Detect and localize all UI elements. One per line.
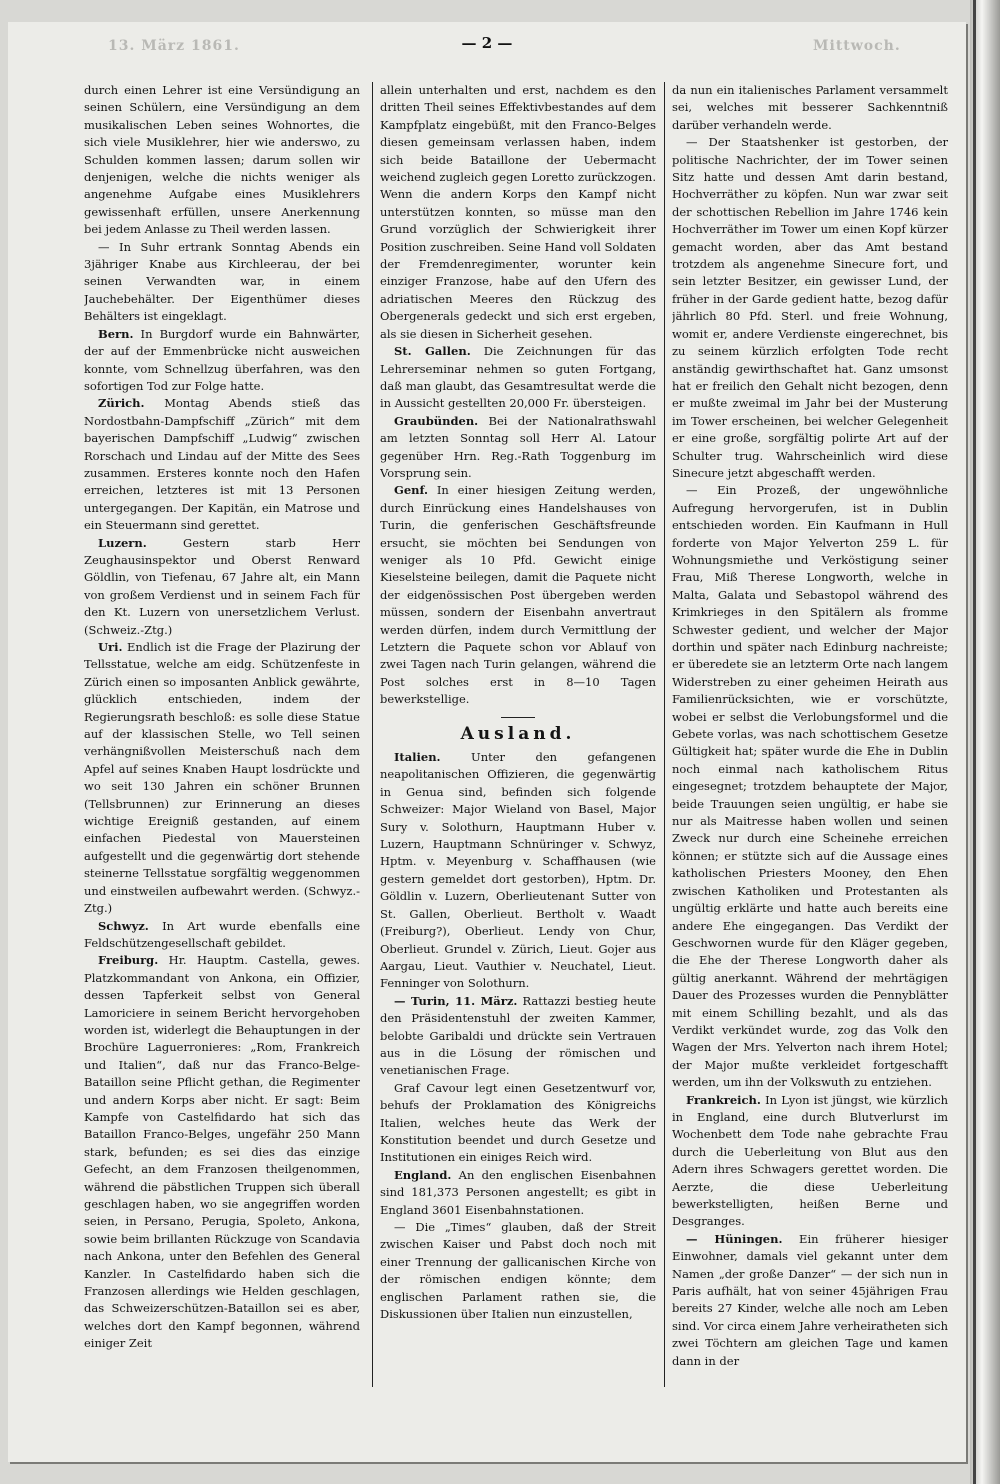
article-text: Hr. Hauptm. Castella, gewes. Platzkommandant von Ankona, ein Offizier, dessen Tapferkeit selbst von General Lamoriciere in seinem Bericht hervorgehoben worden ist, widerlegt die Behauptungen in der Brochüre Laguerronieres: „Rom, Frankreich und Italien“, daß nur das Franco-Belge-Bataillon seine Pflicht gethan, die Regimenter und andern Korps aber nicht. Er sagt: Beim Kampfe von Castelfidardo hat sich das Bataillon Franco-Belges, ungefähr 250 Mann stark, befunden; es sei dies das einzige Gefecht, an dem Franzosen theilgenommen, während die päbstlichen Truppen sich überall geschlagen haben, wo sie angegriffen worden seien, in Persano, Perugia, Spoleto, Ankona, sowie beim brillanten Rückzuge von Scandavia nach Ankona, unter den Befehlen des General Kanzler. In Castelfidardo haben sich die Franzosen allerdings wie Helden geschlagen, das Schweizerschützen-Bataillon sei es aber, welches dort den Kampf begonnen, während einiger Zeit [84, 953, 360, 1351]
dateline: — Turin, 11. März. [394, 993, 518, 1008]
article-paragraph [380, 1167, 656, 1219]
dateline: St. Gallen. [394, 344, 471, 359]
article-paragraph: — In Suhr ertrank Sonntag Abends ein 3jähriger Knabe aus Kirchleerau, der bei seinen Verwandten war, in einem Jauchebehälter. Der Eigenthümer dieses Behälters ist eingeklagt. [84, 239, 360, 324]
dateline: — Hüningen. [686, 1231, 783, 1246]
column-rule-2 [664, 82, 665, 1387]
column-rule-1 [372, 82, 373, 1387]
article-paragraph [380, 343, 656, 413]
article-paragraph [84, 326, 360, 396]
article-text: Rattazzi bestieg heute den Präsidentenstuhl der zweiten Kammer, belobte Garibaldi und drückte sein Vertrauen aus in die Lösung der römischen und venetianischen Frage. [380, 993, 656, 1078]
article-text: In einer hiesigen Zeitung werden, durch Einrückung eines Handelshauses von Turin, die genferischen Geschäftsfreunde ersucht, sie möchten bei Sendungen von weniger als 10 Pfd. Gewicht einige Kieselsteine beilegen, damit die Paquete nicht der eidgenössischen Post übergeben werden müssen, sondern der Eisenbahn anvertraut werden dürfen, indem durch Vermittlung der Letztern die Paquete schon vor Ablauf von zwei Tagen nach Turin gelangen, während die Post solches erst in 8—10 Tagen bewerkstellige. [380, 483, 656, 707]
scan-edge-line [973, 0, 976, 1484]
article-text: Unter den gefangenen neapolitanischen Offizieren, die gegenwärtig in Genua sind, befinden sich folgende Schweizer: Major Wieland von Basel, Major Sury v. Solothurn, Hauptmann Huber v. Luzern, Hauptmann Schnüringer v. Schwyz, Hptm. v. Meyenburg v. Schaffhausen (wie gestern gemeldet dort gestorben), Hptm. Dr. Göldlin v. Luzern, Oberlieutenant Sutter von St. Gallen, Oberlieut. Bertholt v. Waadt (Freiburg?), Oberlieut. Lendy von Chur, Oberlieut. Grundel v. Zürich, Lieut. Gojer aus Aargau, Lieut. Vauthier v. Neuchatel, Lieut. Fenninger von Solothurn. [380, 750, 656, 991]
article-text: Endlich ist die Frage der Plazirung der Tellsstatue, welche am eidg. Schützenfeste in Zürich einen so imposanten Anblick gewährte, glücklich entschieden, indem der Regierungsrath beschloß: es solle diese Statue auf der klassischen Stelle, wo Tell seinen verhängnißvollen Meisterschuß nach dem Apfel auf seines Knaben Haupt losdrückte und wo seit 130 Jahren ein schöner Brunnen (Tellsbrunnen) zur Erinnerung an dieses wichtige Ereigniß gestanden, auf einem einfachen Piedestal von Mauersteinen aufgestellt und die gegenwärtig dort stehende steinerne Tellsstatue sorgfältig weggenommen und einstweilen aufbewahrt werden. (Schwyz.-Ztg.) [84, 640, 360, 916]
dateline: Luzern. [98, 535, 147, 550]
dateline: Uri. [98, 640, 123, 654]
column-2 [380, 82, 656, 1372]
header-weekday: Mittwoch. [813, 38, 901, 54]
article-paragraph [380, 993, 656, 1080]
dateline: Graubünden. [394, 413, 479, 428]
column-1 [84, 82, 360, 1372]
article-text: Montag Abends stieß das Nordostbahn-Dampfschiff „Zürich“ mit dem bayerischen Dampfschiff „Ludwig“ zwischen Rorschach und Lindau auf der Mitte des Sees zusammen. Ersteres konnte noch den Hafen erreichen, letzteres ist mit 13 Personen untergegangen. Der Kapitän, ein Matrose und ein Steuermann sind gerettet. [84, 396, 360, 533]
article-paragraph: durch einen Lehrer ist eine Versündigung an seinen Schülern, eine Versündigung an dem musikalischen Leben seines Wohnortes, die sich viele Musiklehrer, hier wie anderswo, zu Schulden kommen lassen; darum sollen wir denjenigen, welche die nichts weniger als angenehme Aufgabe eines Musiklehrers gewissenhaft erfüllen, unsere Anerkennung bei jedem Anlasse zu Theil werden lassen. [84, 83, 360, 237]
section-heading: Ausland. [460, 723, 576, 744]
dateline: Zürich. [98, 396, 145, 411]
dateline: Frankreich. [686, 1092, 761, 1107]
article-paragraph [84, 395, 360, 534]
article-paragraph: — Die „Times“ glauben, daß der Streit zwischen Kaiser und Pabst doch noch mit einer Trennung der gallicanischen Kirche von der römischen endigen könnte; dem englischen Parlament rathen sie, die Diskussionen über Italien nun einzustellen, [380, 1220, 656, 1322]
article-paragraph: — Der Staatshenker ist gestorben, der politische Nachrichter, der im Tower seinen Sitz hatte und dessen Amt darin bestand, Hochverräther zu köpfen. Nun war zwar seit der schottischen Rebellion im Jahre 1746 kein Hochverräther im Tower um einen Kopf kürzer gemacht worden, aber das Amt bestand trotzdem als angenehme Sinecure fort, und sein letzter Besitzer, ein gewisser Lund, der früher in der Garde gedient hatte, bezog dafür jährlich 80 Pfd. Sterl. und freie Wohnung, womit er, andere Verdienste eingerechnet, bis zu seinem kürzlich erfolgten Tode recht anständig gewirthschaftet hat. Ganz umsonst hat er freilich den Gehalt nicht bezogen, denn er mußte zweimal im Jahr bei der Musterung im Tower erscheinen, bei welcher Gelegenheit er eine große, sorgfältig polirte Art auf der Schulter trug. Wahrscheinlich wird diese Sinecure jetzt abgeschafft werden. [672, 135, 948, 480]
dateline: Schwyz. [98, 918, 149, 933]
article-paragraph [672, 1092, 948, 1231]
article-paragraph [84, 535, 360, 639]
article-text: Gestern starb Herr Zeughausinspektor und Oberst Renward Göldlin, von Tiefenau, 67 Jahre alt, ein Mann von großem Verdienst und in seinem Fach für den Kt. Luzern von unersetzlichem Verlust. (Schweiz.-Ztg.) [84, 535, 360, 637]
column-3 [672, 82, 948, 1372]
article-paragraph: da nun ein italienisches Parlament versammelt sei, welches mit besserer Sachkenntniß darüber verhandeln werde. [672, 83, 948, 132]
article-text: In Burgdorf wurde ein Bahnwärter, der auf der Emmenbrücke nicht ausweichen konnte, vom Schnellzug überfahren, was den sofortigen Tod zur Folge hatte. [84, 326, 360, 393]
article-paragraph: allein unterhalten und erst, nachdem es den dritten Theil seines Effektivbestandes auf dem Kampfplatz eingebüßt, mit den Franco-Belges diesen gemeinsam verlassen haben, indem sich beide Bataillone der Uebermacht weichend zugleich gegen Loretto zurückzogen. Wenn die andern Korps den Kampf nicht unterstützen konnten, so müsse man den Grund vorzüglich der Schwierigkeit ihrer Position zuschreiben. Seine Hand voll Soldaten der Fremdenregimenter, worunter kein einziger Franzose, habe auf den Ufern des adriatischen Meeres den Rückzug des Obergenerals gedeckt und sich erst ergeben, als sie diesen in Sicherheit gesehen. [380, 83, 656, 341]
article-text: An den englischen Eisenbahnen sind 181,373 Personen angestellt; es gibt in England 3601 Eisenbahnstationen. [380, 1167, 656, 1217]
article-text: In Art wurde ebenfalls eine Feldschützengesellschaft gebildet. [84, 918, 360, 950]
header-date: 13. März 1861. [108, 38, 240, 54]
dateline: Italien. [394, 750, 441, 765]
article-text: In Lyon ist jüngst, wie kürzlich in England, eine durch Blutverlurst im Wochenbett dem Tode nahe gebrachte Frau durch die Ueberleitung von Blut aus den Adern ihres Schwagers gerettet worden. Die Aerzte, die diese Ueberleitung bewerkstelligten, heißen Berne und Desgranges. [672, 1092, 948, 1229]
dateline: Freiburg. [98, 953, 159, 968]
newspaper-page [8, 22, 966, 1462]
article-paragraph [84, 918, 360, 953]
article-paragraph: — Ein Prozeß, der ungewöhnliche Aufregung hervorgerufen, ist in Dublin entschieden worden. Ein Kaufmann in Hull forderte von Major Yelverton 259 L. für Wohnungsmiethe und Verköstigung seiner Frau, Miß Therese Longworth, welche in Malta, Galata und Sebastopol während des Krimkrieges in den Spitälern als fromme Schwester gedient, und welcher der Major dorthin und später nach Edinburg nachreiste; er überedete sie an letzterm Orte nach langem Widerstreben zu einer geheimen Heirath aus Familienrücksichten, wie er vorschützte, wobei er selbst die Verlobungsformel und die Gebete vorlas, was nach schottischem Gesetze Gültigkeit hat; später wurde die Ehe in Dublin noch einmal nach katholischem Ritus eingesegnet; trotzdem behauptete der Major, beide Trauungen seien ungültig, er habe sie nur als Maitresse haben wollen und seinen Zweck nur durch eine Scheinehe erreichen können; er stützte sich auf die Aussage eines katholischen Priesters Mooney, den Ehen zwischen Katholiken und Protestanten als ungültig erklärte und hatte auch bereits eine andere Ehe eingegangen. Das Verdikt der Geschwornen wurde für den Kläger gegeben, die Ehe der Therese Longworth daher als gültig anerkannt. Während der mehrtägigen Dauer des Prozesses wurden die Pennyblätter mit einem Schilling bezahlt, und als das Verdikt verkündet wurde, zog das Volk den Wagen der Mrs. Yelverton nach ihrem Hotel; der Major mußte verkleidet fortgeschafft werden, um ihn der Volkswuth zu entziehen. [672, 483, 948, 1090]
dateline: England. [394, 1167, 452, 1182]
article-paragraph [84, 952, 360, 1352]
section-divider [501, 717, 535, 718]
article-paragraph [380, 482, 656, 708]
article-paragraph [672, 1231, 948, 1370]
article-text: Ein früherer hiesiger Einwohner, damals viel gekannt unter dem Namen „der große Danzer“ — der sich nun in Paris aufhält, hat von seiner 45jährigen Frau bereits 27 Kinder, welche alle noch am Leben sind. Vor circa einem Jahre verheiratheten sich zwei Töchtern am gleichen Tage und kamen dann in der [672, 1231, 948, 1368]
page-number: — 2 — [461, 34, 513, 52]
dateline: Genf. [394, 483, 429, 498]
article-paragraph [380, 749, 656, 993]
article-paragraph [84, 639, 360, 918]
article-paragraph [380, 413, 656, 483]
dateline: Bern. [98, 326, 134, 341]
article-paragraph: Graf Cavour legt einen Gesetzentwurf vor, behufs der Proklamation des Königreichs Italien, welches heute das Werk der Konstitution beendet und durch Gesetze und Institutionen ein einiges Reich wird. [380, 1080, 656, 1165]
article-text: Die Zeichnungen für das Lehrerseminar nehmen so guten Fortgang, daß man glaubt, das Gesamtresultat werde die in Aussicht gestellten 20,000 Fr. übersteigen. [380, 344, 656, 411]
article-text: Bei der Nationalrathswahl am letzten Sonntag soll Herr Al. Latour gegenüber Hrn. Reg.-Rath Toggenburg im Vorsprung sein. [380, 413, 656, 480]
